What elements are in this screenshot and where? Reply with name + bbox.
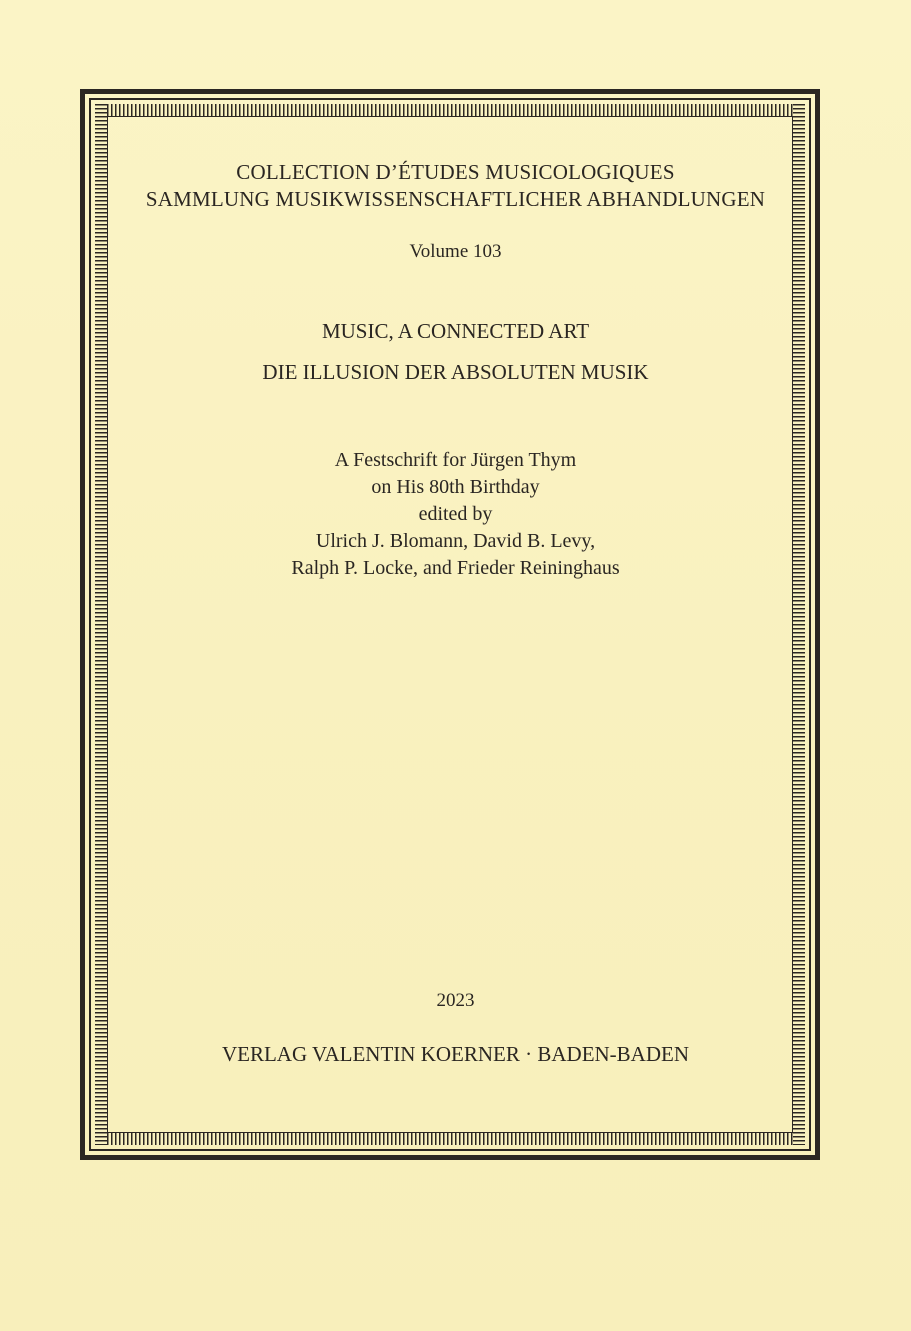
book-title-german: DIE ILLUSION DER ABSOLUTEN MUSIK bbox=[262, 360, 649, 384]
festschrift-line: A Festschrift for Jürgen Thym bbox=[334, 449, 577, 471]
book-title-english: MUSIC, A CONNECTED ART bbox=[321, 319, 590, 343]
editors-line-2: Ralph P. Locke, and Frieder Reininghaus bbox=[291, 557, 620, 579]
decorative-hatched-border-top bbox=[95, 104, 805, 116]
birthday-line: on His 80th Birthday bbox=[371, 476, 540, 498]
edited-by-line: edited by bbox=[418, 503, 493, 525]
series-title-french: COLLECTION D’ÉTUDES MUSICOLOGIQUES bbox=[236, 160, 675, 184]
publication-year: 2023 bbox=[436, 990, 475, 1011]
publisher-imprint: VERLAG VALENTIN KOERNER · BADEN-BADEN bbox=[221, 1042, 690, 1066]
editors-line-1: Ulrich J. Blomann, David B. Levy, bbox=[315, 530, 596, 552]
series-title-german: SAMMLUNG MUSIKWISSENSCHAFTLICHER ABHANDLUNGEN bbox=[145, 187, 766, 211]
volume-number: Volume 103 bbox=[409, 241, 502, 262]
innermost-border-line bbox=[107, 116, 793, 1133]
decorative-hatched-border-bottom bbox=[95, 1133, 805, 1145]
